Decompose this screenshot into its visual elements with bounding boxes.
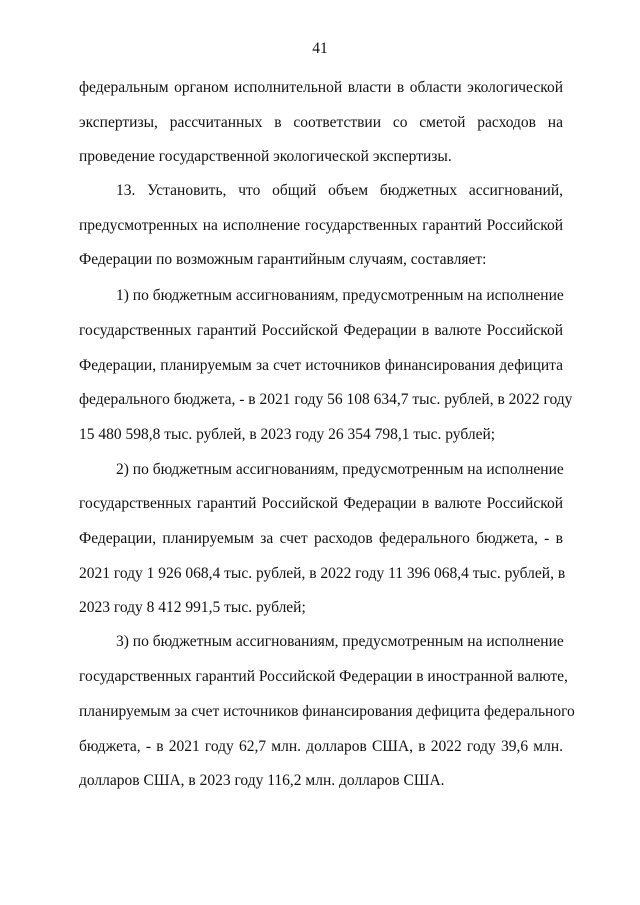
text-line: государственных гарантий Российской Федерации в валюте Российской — [79, 495, 563, 512]
list-item-first-line: 1) по бюджетным ассигнованиям, предусмотренным на исполнение — [116, 287, 564, 304]
text-line: государственных гарантий Российской Федерации в иностранной валюте, — [79, 668, 568, 685]
text-line: Федерации, планируемым за счет источников финансирования дефицита — [79, 357, 563, 374]
text-line: федерального бюджета, - в 2021 году 56 108 634,7 тыс. рублей, в 2022 году — [79, 391, 573, 408]
page-number: 41 — [312, 40, 328, 57]
text-line: 2023 году 8 412 991,5 тыс. рублей; — [79, 599, 306, 616]
text-line: экспертизы, рассчитанных в соответствии со сметой расходов на — [79, 114, 563, 131]
text-line: 15 480 598,8 тыс. рублей, в 2023 году 26 354 798,1 тыс. рублей; — [79, 426, 496, 443]
list-item-first-line: 3) по бюджетным ассигнованиям, предусмотренным на исполнение — [116, 633, 564, 650]
text-line: Федерации, планируемым за счет расходов федерального бюджета, - в — [79, 530, 563, 547]
text-line: предусмотренных на исполнение государственных гарантий Российской — [79, 217, 563, 234]
paragraph-first-line: 13. Установить, что общий объем бюджетных ассигнований, — [116, 182, 563, 199]
text-line: долларов США, в 2023 году 116,2 млн. долларов США. — [79, 772, 445, 789]
text-line: бюджета, - в 2021 году 62,7 млн. долларов США, в 2022 году 39,6 млн. — [79, 738, 563, 755]
list-item-first-line: 2) по бюджетным ассигнованиям, предусмотренным на исполнение — [116, 461, 564, 478]
text-line: государственных гарантий Российской Федерации в валюте Российской — [79, 322, 563, 339]
text-line: 2021 году 1 926 068,4 тыс. рублей, в 2022 году 11 396 068,4 тыс. рублей, в — [79, 565, 566, 582]
text-line: проведение государственной экологической экспертизы. — [79, 148, 452, 165]
text-line: планируемым за счет источников финансирования дефицита федерального — [79, 703, 575, 720]
text-line: Федерации по возможным гарантийным случаям, составляет: — [79, 251, 487, 268]
text-line: федеральным органом исполнительной власти в области экологической — [79, 79, 563, 96]
